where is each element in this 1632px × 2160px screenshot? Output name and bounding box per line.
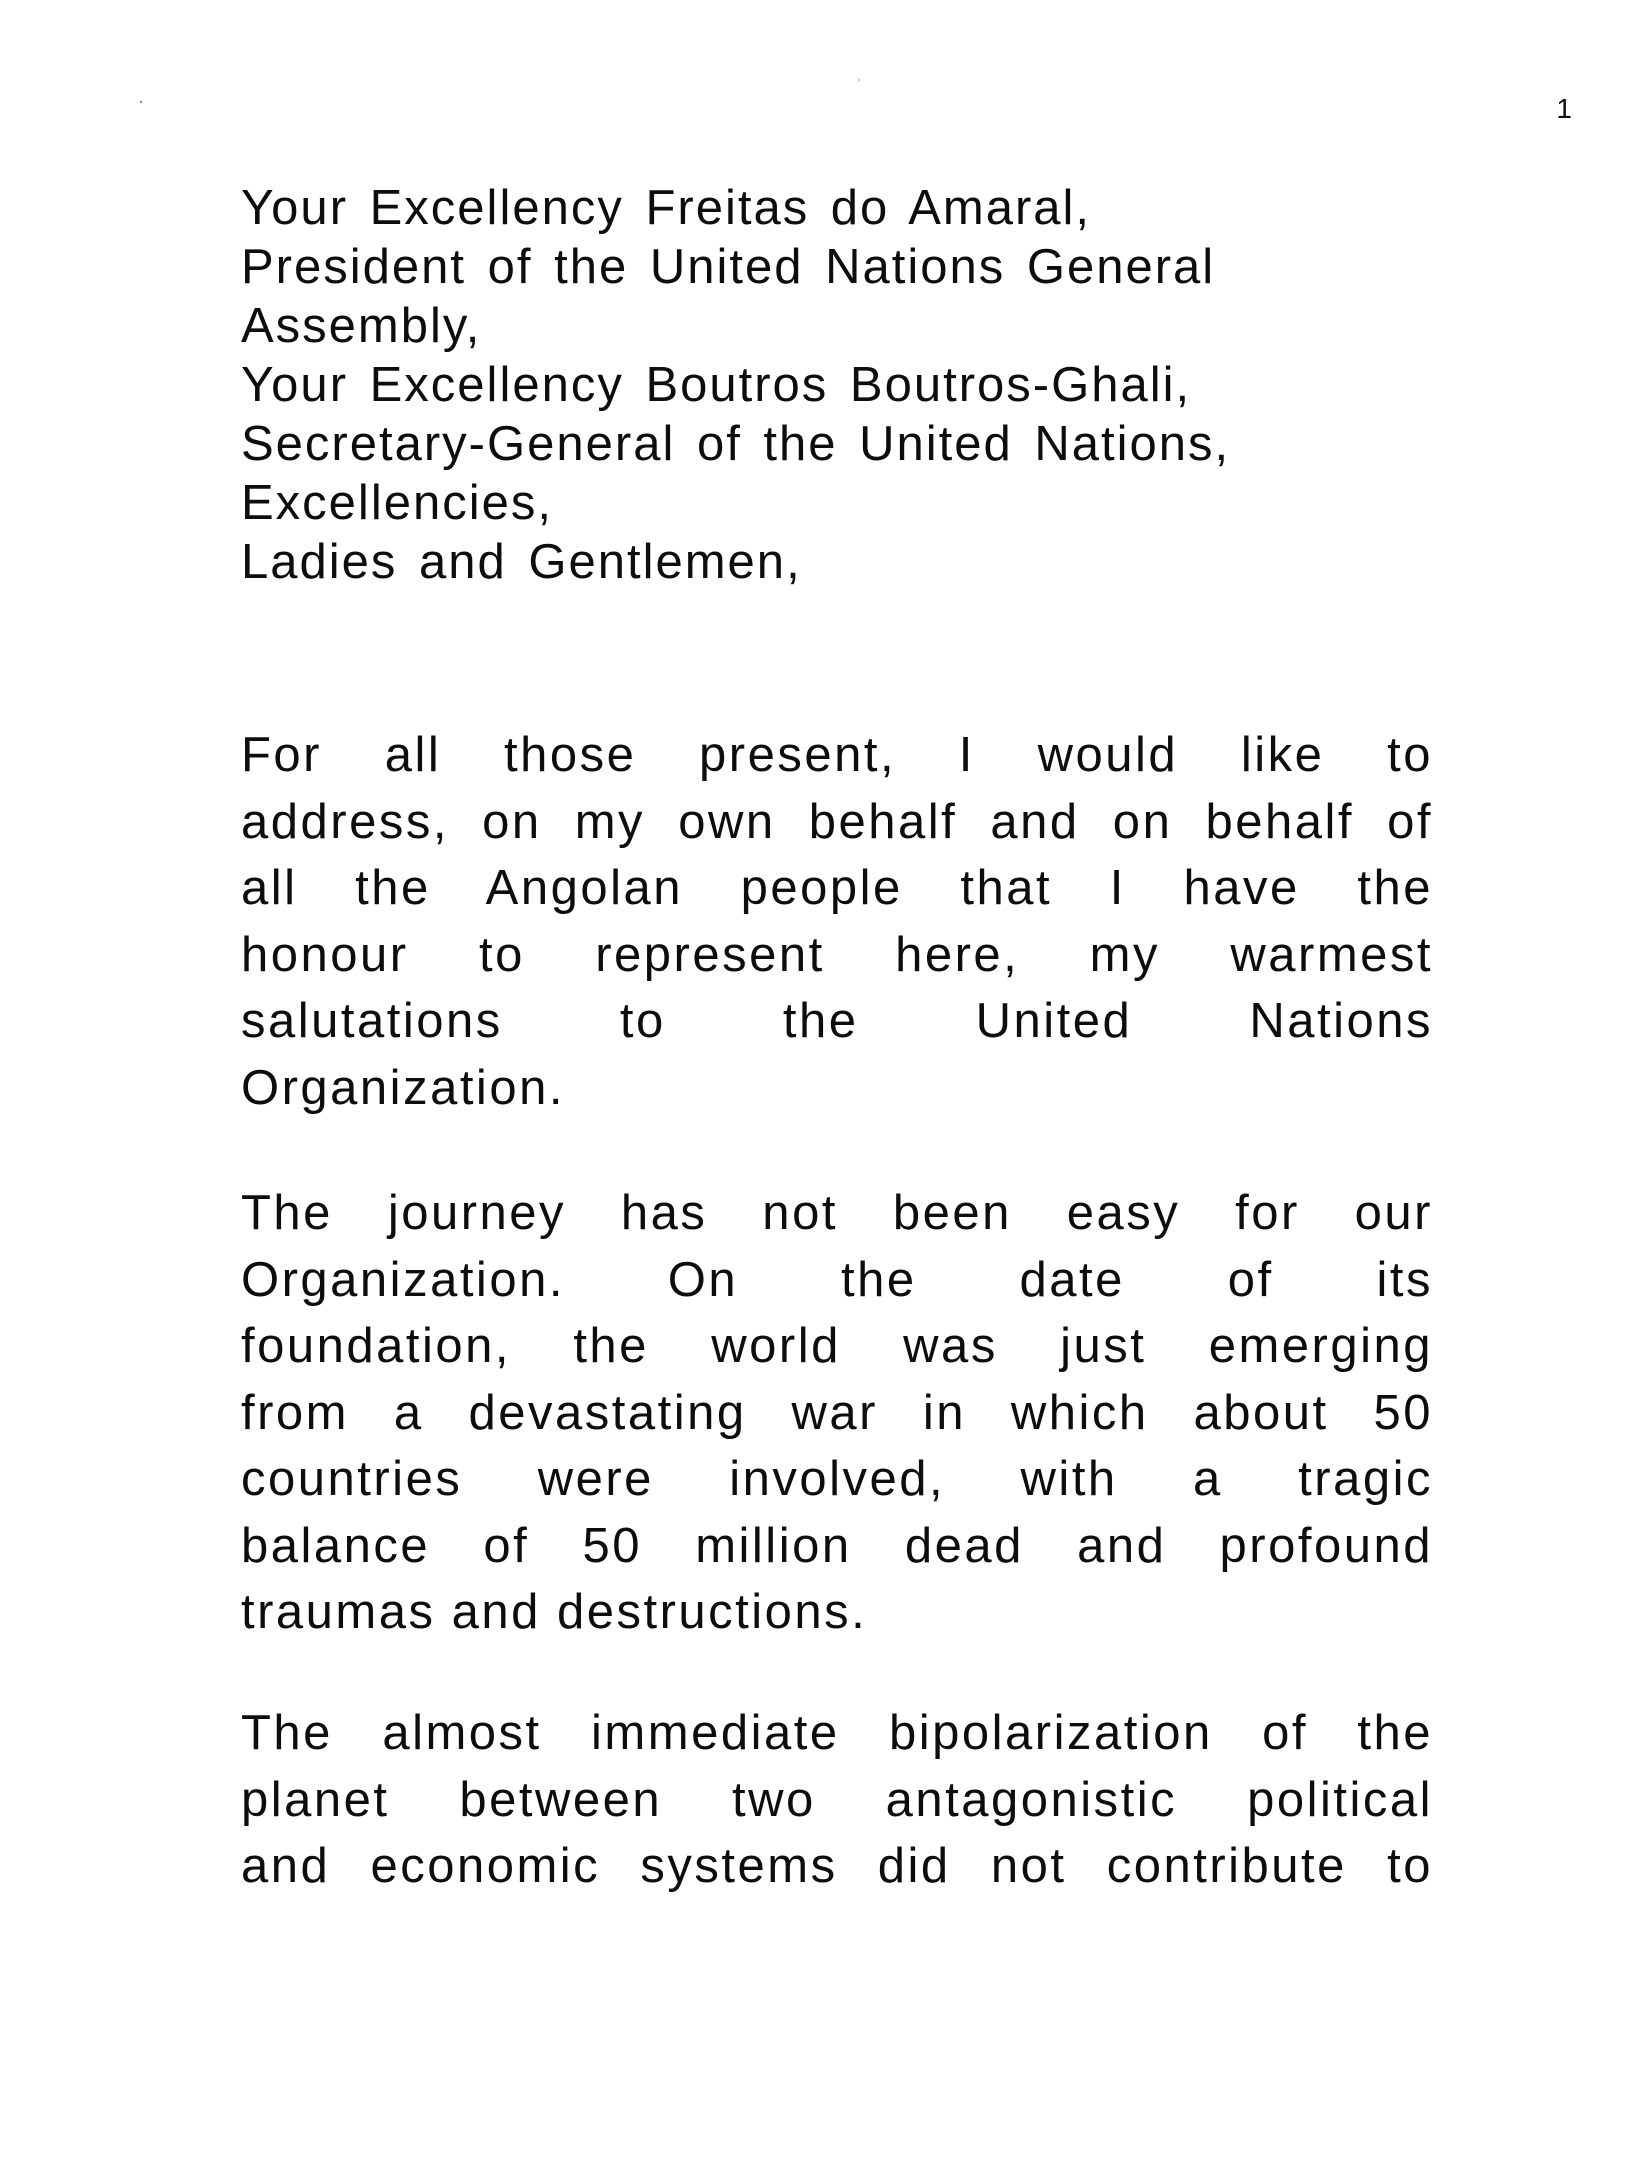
paragraph-line: traumas and destructions. (241, 1585, 868, 1639)
scan-speck (858, 79, 860, 81)
paragraph-line: Organization. On the date of its (241, 1252, 1433, 1307)
salutation-block (241, 179, 1481, 592)
paragraph-line: salutations to the United Nations (241, 994, 1433, 1048)
body-paragraph (241, 1700, 1433, 1900)
paragraph-line: balance of 50 million dead and profound (241, 1518, 1433, 1573)
paragraph-line: The journey has not been easy for our (241, 1186, 1433, 1240)
paragraph-line: Organization. (241, 1060, 565, 1115)
salutation-line: Your Excellency Boutros Boutros-Ghali, (241, 358, 1192, 412)
salutation-line: Assembly, (241, 299, 482, 353)
paragraph-line: The almost immediate bipolarization of the (241, 1706, 1433, 1760)
paragraph-line: from a devastating war in which about 50 (241, 1385, 1433, 1440)
salutation-line: Ladies and Gentlemen, (241, 535, 802, 589)
paragraph-line: address, on my own behalf and on behalf of (241, 794, 1433, 849)
paragraph-line: all the Angolan people that I have the (241, 861, 1433, 915)
paragraph-line: For all those present, I would like to (241, 728, 1433, 782)
salutation-line: President of the United Nations General (241, 240, 1216, 294)
body-paragraph (241, 1180, 1433, 1646)
paragraph-line: and economic systems did not contribute to (241, 1839, 1433, 1893)
body-paragraph (241, 722, 1433, 1121)
salutation-line: Secretary-General of the United Nations, (241, 417, 1231, 471)
paragraph-line: planet between two antagonistic political (241, 1772, 1433, 1827)
salutation-line: Your Excellency Freitas do Amaral, (241, 181, 1092, 235)
salutation-line: Excellencies, (241, 476, 553, 530)
paragraph-line: honour to represent here, my warmest (241, 927, 1433, 982)
scan-speck (140, 101, 142, 103)
paragraph-line: foundation, the world was just emerging (241, 1319, 1433, 1373)
page-number: 1 (1556, 93, 1572, 124)
paragraph-line: countries were involved, with a tragic (241, 1452, 1433, 1506)
